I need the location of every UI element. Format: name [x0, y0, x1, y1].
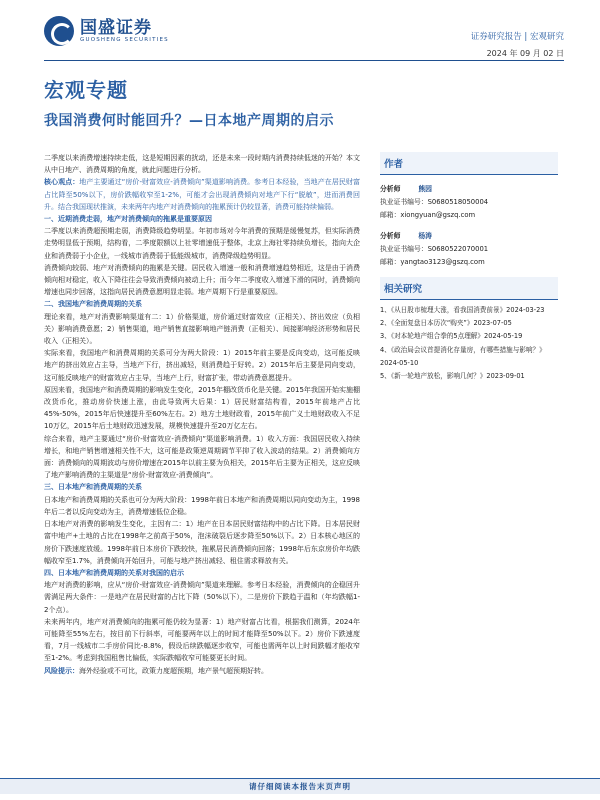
section-heading-3: 三、日本地产和消费周期的关系	[44, 483, 142, 492]
sidebar	[380, 152, 558, 383]
risk-warning	[44, 665, 360, 677]
section-heading-4: 四、日本地产和消费周期的关系对我国的启示	[44, 568, 184, 577]
section-title: 宏观专题	[44, 78, 128, 102]
related-item[interactable]: 5、《新一轮地产放松，影响几何？》2023-09-01	[380, 372, 525, 381]
header-divider	[44, 60, 564, 61]
section-heading-2: 二、我国地产和消费周期的关系	[44, 300, 142, 309]
core-view-label: 核心观点：	[44, 178, 80, 187]
related-item[interactable]: 2、《全面复盘日本历次“购夹”》2023-07-05	[380, 319, 512, 328]
paragraph-3: 理论来看，地产对消费影响渠道有二：1）价格渠道，房价通过财富效应（正相关）、挤出效应（负相关）影响消费意愿；2）销售渠道，地产销售直接影响地产链消费（正相关）、间接影响经济形势和居民收入（正相关）。	[44, 312, 360, 346]
analyst-role: 分析师	[380, 232, 401, 240]
report-type: 证券研究报告 | 宏观研究	[470, 32, 564, 42]
paragraph-10: 未来两年内，地产对消费倾向的拖累可能仍较为显著：1）地产财富占比看，根据我们测算，2024年可能降至55%左右，按目前下行斜率，可能要两年以上的时间才能降至50%以下。2）房价下跌速度看，7月一线城市二手房价同比-8.8%，假设后续跌幅逐步收窄，可能也需两年以上时间跌幅才能收窄至1-2%。考虑到我国租售比偏低，实际跌幅收窄可能要更长时间。	[44, 617, 360, 663]
analyst-cert: 执业证书编号：S0680522070001	[380, 245, 489, 253]
logo-icon	[44, 16, 74, 46]
logo-name-en: GUOSHENG SECURITIES	[80, 37, 169, 43]
paragraph-9: 地产对消费的影响，应从“房价-财富效应-消费倾向”渠道来理解。参考日本经验，消费倾向的企稳回升需满足两大条件：一是地产在居民财富的占比下降（50%以下），二是房价下跌趋于温和（年均跌幅1-2个点）。	[44, 581, 360, 614]
logo-name-cn: 国盛证券	[80, 18, 152, 38]
related-list	[380, 304, 558, 383]
analyst-name: 杨涛	[418, 232, 432, 240]
paragraph-6: 综合来看，地产主要通过“房价-财富效应-消费倾向”渠道影响消费。1）收入方面：我国居民收入持续增长，和地产销售增速相关性不大，这可能是政策逆周期调节平抑了收入波动的结果。2）消费倾向方面：消费倾向的周期波动与房价增速在2015年以前主要为负相关，2015年后主要为正相关，这应反映了地产影响消费的主渠道是“房价-财富效应-消费倾向”。	[44, 434, 360, 480]
analyst-email[interactable]: 邮箱：yangtao3123@gszq.com	[380, 258, 485, 266]
paragraph-2: 消费倾向较弱、地产对消费倾向的拖累是关键。居民收入增速一般和消费增速趋势相近，这是由于消费倾向相对稳定，收入下降往往会导致消费倾向被动上升；而今年二季度收入增速下滑的同时，消费倾向增速也同步回落，这指向居民消费意愿明显走弱。地产周期下行是重要原因。	[44, 263, 360, 297]
analyst-card	[380, 183, 558, 222]
footer-disclaimer: 请仔细阅读本报告末页声明	[0, 778, 600, 794]
paragraph-5: 原因来看，我国地产和消费周期的影响发生变化，2015年棚改货币化是关键。2015年我国开始实施棚改货币化，推动房价快速上涨，由此导致两大后果：1）居民财富结构看，2015年前地产占比45%-50%，2015年后快速提升至60%左右。2）地方土地财政看，2015年前广义土地财政收入不足10万亿，2015年后土地财政迅速发展，规模快速提升至20万亿左右。	[44, 385, 360, 431]
related-item[interactable]: 3、《对本轮地产组合拳的5点理解》2024-05-19	[380, 332, 523, 341]
related-heading: 相关研究	[380, 277, 558, 300]
related-item[interactable]: 4、《政治局会议首提消化存量房，有哪些措施与影响？》2024-05-10	[380, 345, 546, 367]
analyst-card	[380, 230, 558, 269]
section-heading-1: 一、近期消费走弱，地产对消费倾向的拖累是重要原因	[44, 215, 212, 224]
report-header	[0, 0, 600, 62]
paragraph-8: 日本地产对消费的影响发生变化，主因有二：1）地产在日本居民财富结构中的占比下降。日本居民财富中地产+土地的占比在1998年之前高于50%，泡沫破裂后逐步降至50%以下。2）日本核心地区的房价下跌速度放缓。1998年前日本房价下跌较快，拖累居民消费倾向回落；1998年后东京房价年均跌幅收窄至1.7%，消费倾向开始回升，可能与地产挤出减轻、租住需求释放有关。	[44, 520, 360, 565]
intro-paragraph: 二季度以来消费增速持续走低，这是短期因素的扰动，还是未来一段时期内消费持续低迷的开始？本文从中日地产、消费周期的角度，就此问题进行分析。	[44, 154, 360, 175]
analyst-role: 分析师	[380, 185, 401, 193]
risk-label: 风险提示：	[44, 666, 79, 675]
related-item[interactable]: 1、《从日股市梳理大涨，看我国消费前景》2024-03-23	[380, 306, 545, 314]
report-body	[44, 152, 360, 677]
paragraph-7: 日本地产和消费周期的关系也可分为两大阶段：1998年前日本地产和消费周期以同向变动为主，1998年后二者以反向变动为主，消费增速低位企稳。	[44, 495, 360, 516]
main-title: 我国消费何时能回升？—日本地产周期的启示	[44, 113, 334, 129]
analyst-email[interactable]: 邮箱：xiongyuan@gszq.com	[380, 211, 476, 219]
authors-heading: 作者	[380, 152, 558, 175]
core-view-text: 地产主要通过“房价-财富效应-消费倾向”渠道影响消费。参考日本经验，当地产在居民财富占比降至50%以下，房价跌幅收窄至1-2%，可能才会出现消费倾向对地产下行“脱敏”，进而消费回升。结合我国现状推演，未来两年内地产对消费倾向的拖累预计仍较显著，消费可能持续偏弱。	[44, 178, 360, 211]
analyst-cert: 执业证书编号：S0680518050004	[380, 198, 489, 206]
analyst-name: 熊园	[418, 185, 432, 193]
risk-text: 海外经验或不可比，政策力度超预期，地产景气超预期好转。	[79, 666, 268, 675]
paragraph-4: 实际来看，我国地产和消费周期的关系可分为两大阶段：1）2015年前主要是反向变动，这可能反映地产的挤出效应占主导，当地产下行，挤出减轻，则消费趋于好转。2）2015年后主要是同向变动，这可能反映地产的财富效应占主导，当地产上行，财富扩张，带动消费意愿提升。	[44, 349, 360, 382]
paragraph-1: 二季度以来消费超预期走弱，消费降级趋势明显。年初市场对今年消费的预期是缓慢复苏，但实际消费走势明显低于预期，结构看，二季度限额以上社零增速低于整体，北京上海社零持续负增长，指向大企业和消费弱于小企业，一线城市消费弱于低能级城市，消费降级趋势明显。	[44, 227, 360, 260]
logo	[44, 16, 169, 46]
report-date: 2024 年 09 月 02 日	[486, 49, 564, 58]
core-view	[44, 176, 360, 213]
